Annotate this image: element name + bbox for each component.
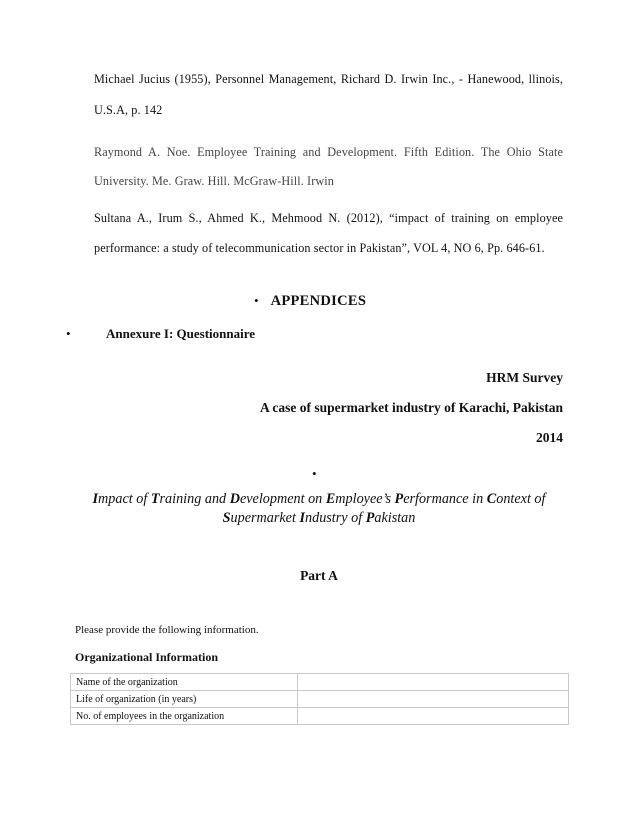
part-heading: Part A [300,568,338,583]
reference-3-line-1: Sultana A., Irum S., Ahmed K., Mehmood N. (2012), “impact of training on employee [94,211,563,225]
org-life-field[interactable] [298,691,569,708]
org-info-table [70,673,569,725]
org-name-field[interactable] [298,674,569,691]
appendices-bullet: • [254,293,259,308]
table-row [71,691,569,708]
instruction-text: Please provide the following information. [75,624,259,636]
study-title-line-2: Supermarket Industry of Pakistan [222,510,416,526]
annexure-label: Annexure I: Questionnaire [106,326,256,341]
reference-3-line-2: performance: a study of telecommunication sector in Pakistan”, VOL 4, NO 6, Pp. 646-61. [94,241,545,255]
survey-title: HRM Survey [486,370,563,385]
reference-1-line-1: Michael Jucius (1955), Personnel Management, Richard D. Irwin Inc., - Hanewood, llinois, [94,72,563,86]
org-employees-label: No. of employees in the organization [71,708,298,725]
org-info-heading: Organizational Information [75,650,218,664]
appendices-heading: APPENDICES [270,293,367,309]
reference-2-line-1: Raymond A. Noe. Employee Training and Development. Fifth Edition. The Ohio State [94,145,563,159]
table-row [71,708,569,725]
org-life-label: Life of organization (in years) [71,691,298,708]
appendices-heading-row [254,292,366,310]
study-title-line-1: Impact of Training and Development on Employee’s Performance in Context of [92,491,546,507]
org-employees-field[interactable] [298,708,569,725]
survey-year: 2014 [536,430,563,445]
reference-2-line-2: University. Me. Graw. Hill. McGraw-Hill. Irwin [94,174,334,188]
study-title-bullet: • [312,466,317,481]
reference-1-line-2: U.S.A, p. 142 [94,103,163,117]
org-name-label: Name of the organization [71,674,298,691]
annexure-bullet: • [66,326,71,341]
table-row [71,674,569,691]
survey-subtitle: A case of supermarket industry of Karachi, Pakistan [260,400,563,415]
